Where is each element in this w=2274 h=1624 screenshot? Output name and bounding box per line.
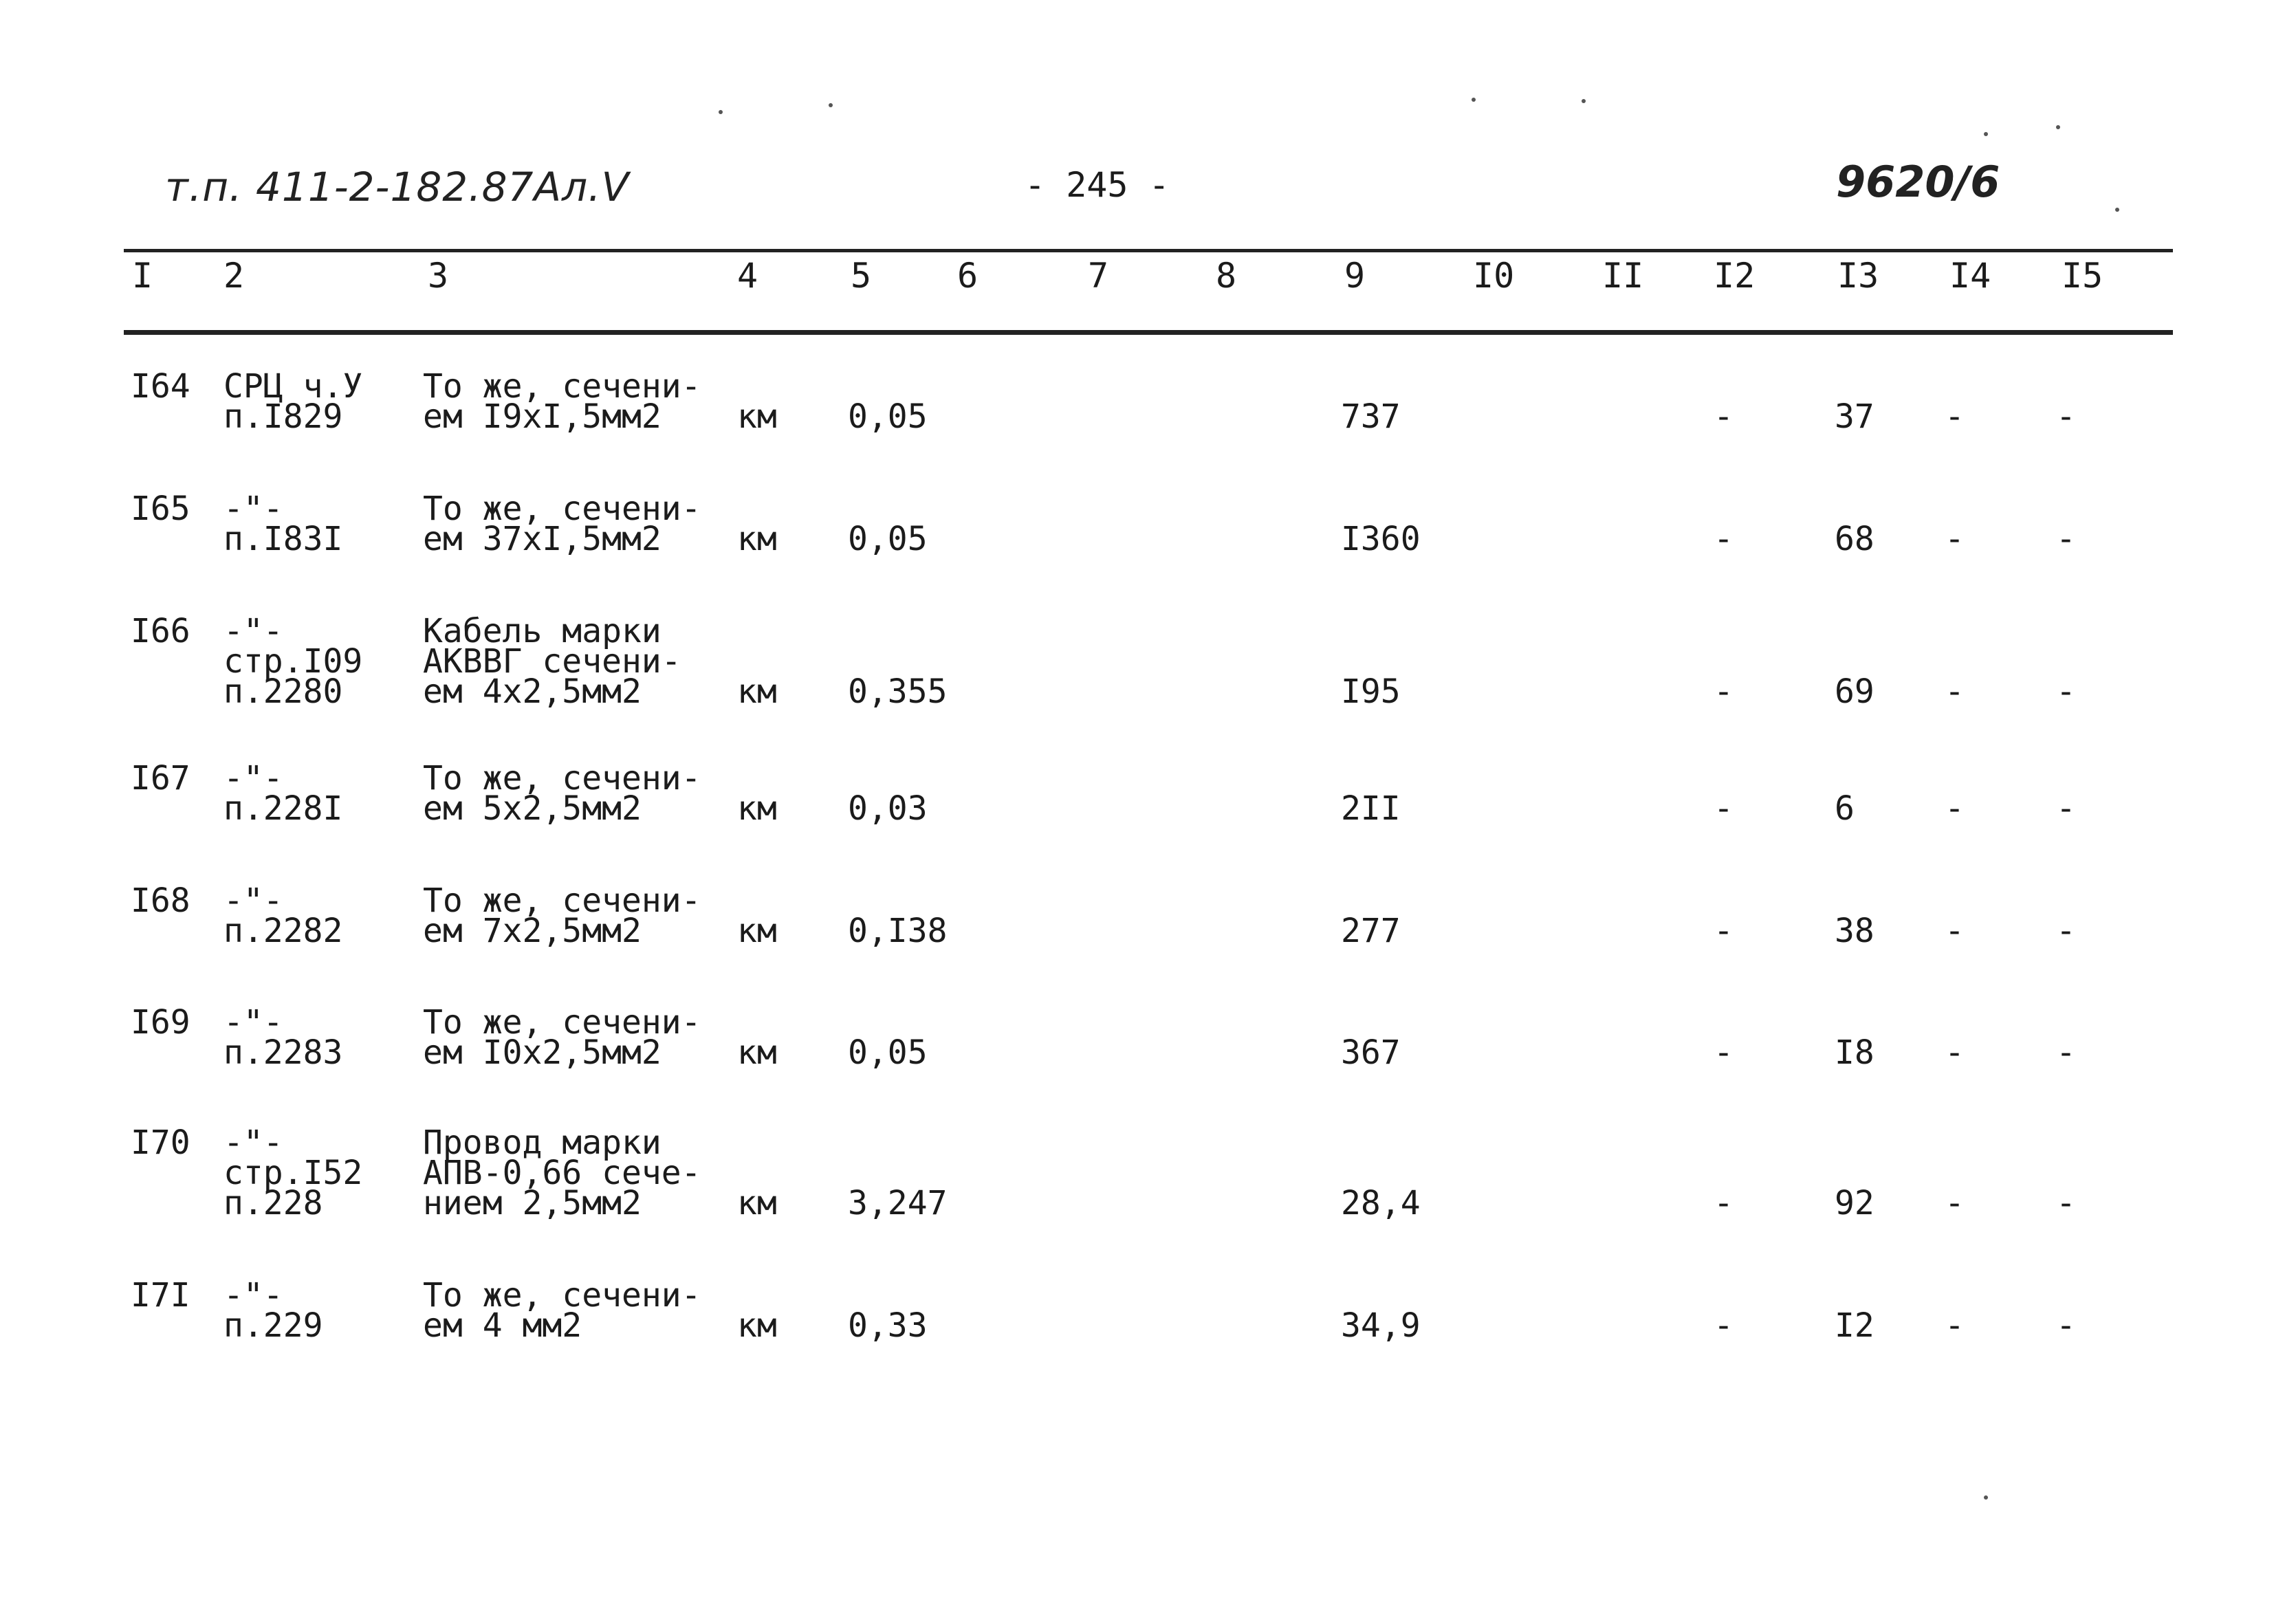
scan-speck xyxy=(2056,125,2060,129)
row-unit: км xyxy=(737,520,777,558)
row-col14: - xyxy=(1945,397,1965,436)
row-description: То же, сечени- ем 4 мм2 xyxy=(423,1276,701,1345)
column-header-1: I xyxy=(132,256,153,296)
row-col13: 92 xyxy=(1835,1184,1874,1222)
row-col13: 38 xyxy=(1835,912,1874,950)
row-price: 737 xyxy=(1341,397,1401,436)
scan-speck xyxy=(2115,208,2119,212)
column-header-8: 8 xyxy=(1216,256,1237,296)
row-col15: - xyxy=(2056,912,2076,950)
scan-speck xyxy=(719,110,723,114)
row-col13: I8 xyxy=(1835,1033,1874,1072)
row-col14: - xyxy=(1945,1306,1965,1345)
column-header-2: 2 xyxy=(223,256,245,296)
column-header-6: 6 xyxy=(957,256,979,296)
table-row xyxy=(0,1123,2274,1244)
row-col13: 37 xyxy=(1835,397,1874,436)
row-unit: км xyxy=(737,1306,777,1345)
row-description: То же, сечени- ем 5х2,5мм2 xyxy=(423,759,701,828)
row-quantity: 0,03 xyxy=(848,789,928,828)
row-quantity: 0,05 xyxy=(848,397,928,436)
row-col13: 68 xyxy=(1835,520,1874,558)
row-price: 28,4 xyxy=(1341,1184,1421,1222)
table-row xyxy=(0,759,2274,880)
row-col14: - xyxy=(1945,520,1965,558)
scan-speck xyxy=(1984,1495,1988,1500)
row-col15: - xyxy=(2056,672,2076,711)
row-description: То же, сечени- ем I0х2,5мм2 xyxy=(423,1003,701,1072)
scan-speck xyxy=(1472,98,1476,102)
column-header-13: I3 xyxy=(1837,256,1879,296)
column-header-9: 9 xyxy=(1344,256,1366,296)
row-price: 277 xyxy=(1341,912,1401,950)
table-top-rule xyxy=(124,249,2173,252)
row-quantity: 0,I38 xyxy=(848,912,948,950)
row-reference: -"- п.228I xyxy=(223,759,343,828)
row-unit: км xyxy=(737,789,777,828)
row-col12: - xyxy=(1714,912,1734,950)
row-reference: СРЦ ч.У п.I829 xyxy=(223,367,363,436)
row-number: I67 xyxy=(131,759,190,798)
row-col15: - xyxy=(2056,789,2076,828)
table-row xyxy=(0,490,2274,611)
page-number: - 245 - xyxy=(1025,165,1170,205)
row-reference: -"- п.229 xyxy=(223,1276,323,1345)
row-col12: - xyxy=(1714,520,1734,558)
row-reference: -"- стр.I09 п.2280 xyxy=(223,612,363,711)
row-col15: - xyxy=(2056,397,2076,436)
row-quantity: 3,247 xyxy=(848,1184,948,1222)
row-col15: - xyxy=(2056,520,2076,558)
row-number: I69 xyxy=(131,1003,190,1042)
column-header-7: 7 xyxy=(1088,256,1109,296)
table-row xyxy=(0,1276,2274,1397)
row-unit: км xyxy=(737,397,777,436)
column-header-11: II xyxy=(1602,256,1644,296)
row-col13: 6 xyxy=(1835,789,1855,828)
column-header-5: 5 xyxy=(851,256,872,296)
row-col14: - xyxy=(1945,1184,1965,1222)
row-col15: - xyxy=(2056,1306,2076,1345)
row-col14: - xyxy=(1945,1033,1965,1072)
row-description: То же, сечени- ем I9хI,5мм2 xyxy=(423,367,701,436)
column-header-4: 4 xyxy=(737,256,758,296)
row-price: 367 xyxy=(1341,1033,1401,1072)
row-description: То же, сечени- ем 7х2,5мм2 xyxy=(423,881,701,950)
row-unit: км xyxy=(737,1184,777,1222)
row-col12: - xyxy=(1714,1184,1734,1222)
row-reference: -"- стр.I52 п.228 xyxy=(223,1123,363,1222)
row-col14: - xyxy=(1945,672,1965,711)
column-header-3: 3 xyxy=(428,256,449,296)
row-number: I68 xyxy=(131,881,190,920)
row-price: 34,9 xyxy=(1341,1306,1421,1345)
table-row xyxy=(0,881,2274,1002)
column-header-10: I0 xyxy=(1473,256,1515,296)
row-col14: - xyxy=(1945,912,1965,950)
row-reference: -"- п.2283 xyxy=(223,1003,343,1072)
row-reference: -"- п.2282 xyxy=(223,881,343,950)
scan-speck xyxy=(1984,132,1988,136)
row-col15: - xyxy=(2056,1033,2076,1072)
column-header-12: I2 xyxy=(1714,256,1756,296)
row-number: I7I xyxy=(131,1276,190,1315)
row-description: Провод марки АПВ-0,66 сече- нием 2,5мм2 xyxy=(423,1123,701,1222)
row-reference: -"- п.I83I xyxy=(223,490,343,558)
row-number: I64 xyxy=(131,367,190,406)
row-description: Кабель марки АКВВГ сечени- ем 4х2,5мм2 xyxy=(423,612,681,711)
row-unit: км xyxy=(737,912,777,950)
row-col12: - xyxy=(1714,789,1734,828)
row-price: I95 xyxy=(1341,672,1401,711)
row-price: 2II xyxy=(1341,789,1401,828)
row-description: То же, сечени- ем 37хI,5мм2 xyxy=(423,490,701,558)
row-col13: 69 xyxy=(1835,672,1874,711)
row-col14: - xyxy=(1945,789,1965,828)
column-header-14: I4 xyxy=(1949,256,1991,296)
column-header-15: I5 xyxy=(2062,256,2103,296)
row-quantity: 0,05 xyxy=(848,1033,928,1072)
row-col12: - xyxy=(1714,397,1734,436)
row-number: I66 xyxy=(131,612,190,650)
row-unit: км xyxy=(737,672,777,711)
table-row xyxy=(0,612,2274,733)
scan-speck xyxy=(829,103,833,107)
row-number: I65 xyxy=(131,490,190,528)
scan-speck xyxy=(1582,99,1586,103)
row-col12: - xyxy=(1714,1033,1734,1072)
table-header-rule xyxy=(124,330,2173,335)
row-col12: - xyxy=(1714,672,1734,711)
row-col15: - xyxy=(2056,1184,2076,1222)
row-quantity: 0,33 xyxy=(848,1306,928,1345)
table-row xyxy=(0,367,2274,488)
table-row xyxy=(0,1003,2274,1124)
row-price: I360 xyxy=(1341,520,1421,558)
row-quantity: 0,355 xyxy=(848,672,948,711)
row-quantity: 0,05 xyxy=(848,520,928,558)
document-code: т.п. 411-2-182.87Ал.V xyxy=(165,164,630,210)
sheet-number: 9620/6 xyxy=(1836,157,2000,207)
row-col13: I2 xyxy=(1835,1306,1874,1345)
row-number: I70 xyxy=(131,1123,190,1162)
row-unit: км xyxy=(737,1033,777,1072)
row-col12: - xyxy=(1714,1306,1734,1345)
